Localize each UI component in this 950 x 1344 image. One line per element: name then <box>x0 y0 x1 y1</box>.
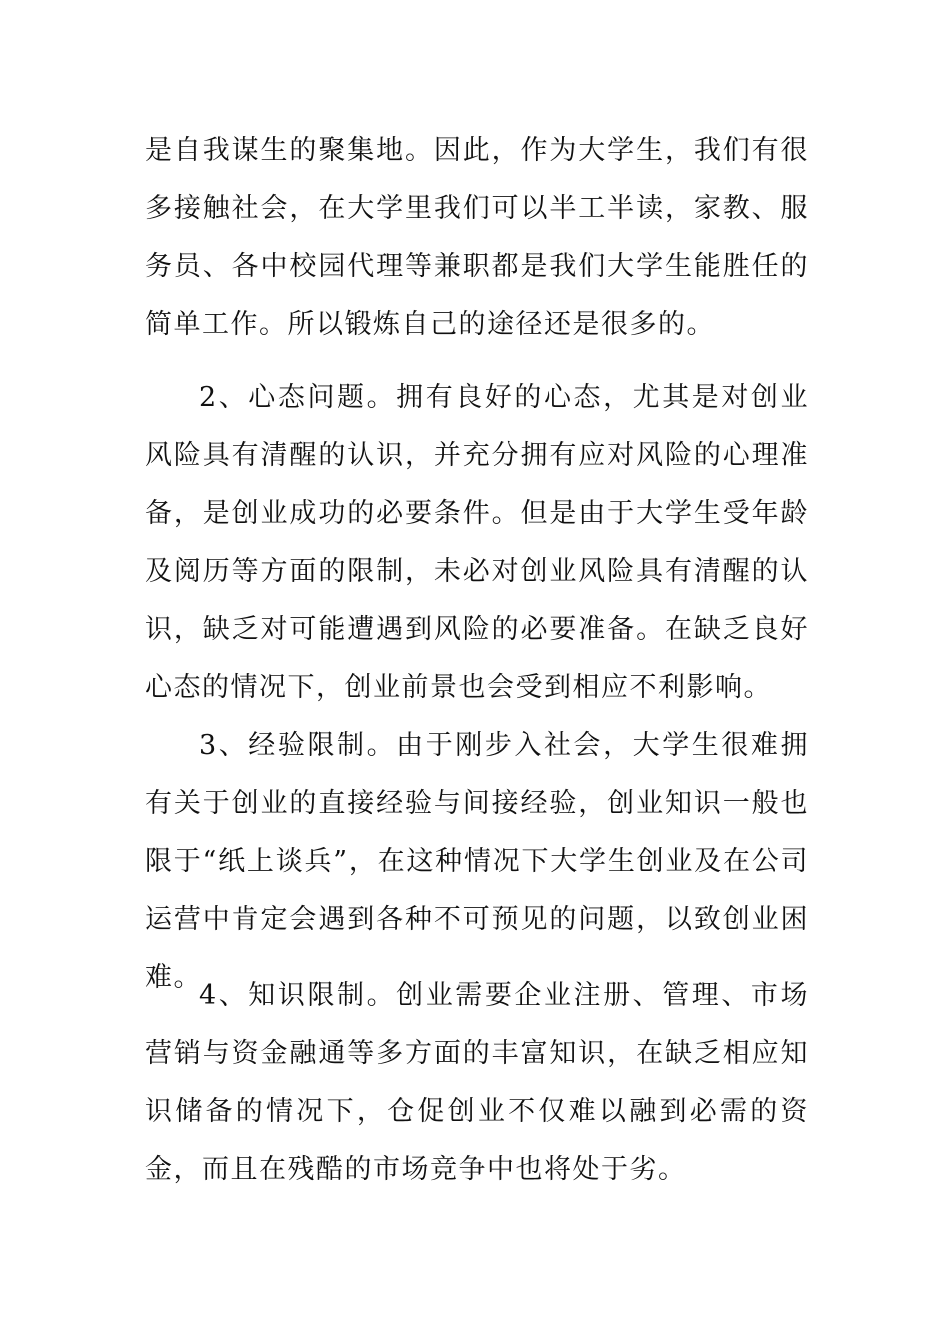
paragraph-mindset-issue: 2、心态问题。拥有良好的心态，尤其是对创业风险具有清醒的认识，并充分拥有应对风险的心理准备，是创业成功的必要条件。但是由于大学生受年龄及阅历等方面的限制，未必对创业风险具有清醒的认识，缺乏对可能遭遇到风险的必要准备。在缺乏良好心态的情况下，创业前景也会受到相应不利影响。 <box>145 382 809 703</box>
paragraph-knowledge-limit: 4、知识限制。创业需要企业注册、管理、市场营销与资金融通等多方面的丰富知识，在缺乏相应知识储备的情况下，仓促创业不仅难以融到必需的资金，而且在残酷的市场竞争中也将处于劣。 <box>145 980 809 1185</box>
paragraph-continuation: 是自我谋生的聚集地。因此，作为大学生，我们有很多接触社会，在大学里我们可以半工半读，家教、服务员、各中校园代理等兼职都是我们大学生能胜任的简单工作。所以锻炼自己的途径还是很多的。 <box>145 135 809 340</box>
paragraph-experience-limit: 3、经验限制。由于刚步入社会，大学生很难拥有关于创业的直接经验与间接经验，创业知识一般也限于“纸上谈兵”，在这种情况下大学生创业及在公司运营中肯定会遇到各种不可预见的问题，以致创业困难。 <box>145 730 809 993</box>
